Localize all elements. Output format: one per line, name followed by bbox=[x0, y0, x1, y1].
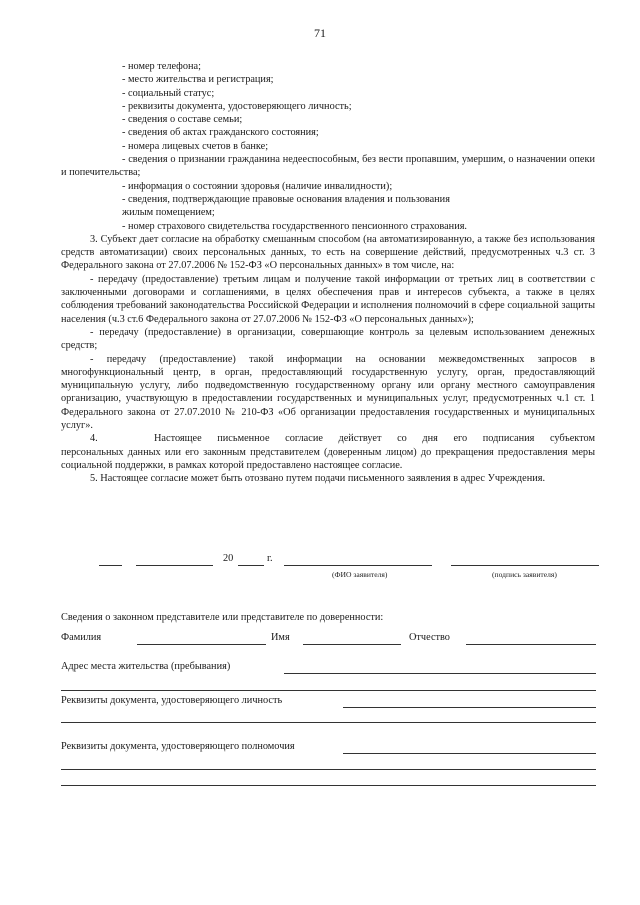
list-item: - сведения о составе семьи; bbox=[122, 114, 243, 126]
authority-document-field[interactable] bbox=[343, 753, 596, 754]
identity-document-field-continuation[interactable] bbox=[61, 722, 596, 723]
list-item: - сведения, подтверждающие правовые основания владения и пользования bbox=[122, 193, 450, 205]
first-name-field[interactable] bbox=[303, 644, 401, 645]
clause-4-first-line bbox=[61, 432, 595, 445]
list-item: - сведения об актах гражданского состояния; bbox=[122, 127, 319, 139]
clause-3: 3. Субъект дает согласие на обработку смешанным способом (на автоматизированную, а также без использования средств автоматизации) своих персональных данных, то есть на совершение действий, предусмотренных ч.3 ст. 3 Федерального закона от 27.07.2006 № 152-ФЗ «О персональных данных» в том числе, на: bbox=[61, 233, 595, 272]
list-item-continuation: жилым помещением; bbox=[122, 207, 215, 219]
list-item: - номера лицевых счетов в банке; bbox=[122, 140, 269, 152]
clause-4-number: 4. bbox=[90, 433, 98, 445]
list-item: - номер телефона; bbox=[122, 61, 201, 72]
year-blank[interactable] bbox=[238, 565, 264, 566]
authority-document-field-line-3[interactable] bbox=[61, 785, 596, 786]
identity-document-label: Реквизиты документа, удостоверяющего личность bbox=[61, 695, 283, 706]
clause-4-line-1: Настоящее письменное согласие действует со дня его подписания субъектом bbox=[154, 433, 595, 445]
patronymic-label: Отчество bbox=[409, 632, 450, 643]
address-label: Адрес места жительства (пребывания) bbox=[61, 661, 231, 672]
date-day-blank[interactable] bbox=[99, 565, 122, 566]
clause-4-rest: персональных данных или его законным представителем (доверенным лицом) до прекращения предоставления меры социальной поддержки, в рамках которой предоставлено настоящее согласие. bbox=[61, 446, 595, 471]
fio-caption: (ФИО заявителя) bbox=[332, 570, 388, 579]
page-number: 71 bbox=[314, 26, 326, 40]
clause-5: 5. Настоящее согласие может быть отозвано путем подачи письменного заявления в адрес Учреждения. bbox=[90, 473, 546, 485]
list-item: - сведения о признании гражданина недееспособным, без вести пропавшим, умершим, о назначении опеки и попечительства; bbox=[61, 154, 595, 179]
clause-3-item-1: - передачу (предоставление) третьим лицам и получение такой информации от третьих лиц в соответствии с заключенными договорами и соглашениями, в целях обеспечения прав и интересов субъекта, а также в целях соблюдения требований законодательства Российской Федерации и исполнения полномочий в сфере социальной защиты населения (ч.3 ст.6 Федерального закона от 27.07.2006 № 152-ФЗ «О персональных данных»); bbox=[61, 273, 595, 325]
clause-4 bbox=[61, 432, 595, 472]
clause-3-item-3: - передачу (предоставление) такой информации на основании межведомственных запросов в многофункциональный центр, в орган, предоставляющий государственную услугу, орган, предоставляющий муниципальную услугу, либо подведомственную государственному органу или органу местного самоуправления организацию, участвующую в предоставлении государственных и муниципальных услуг, предусмотренных ч.1 ст. 1 Федерального закона от 27.07.2010 № 210-ФЗ «Об организации предоставления государственных и муниципальных услуг». bbox=[61, 353, 595, 432]
address-field[interactable] bbox=[284, 673, 596, 674]
signature-caption: (подпись заявителя) bbox=[492, 570, 557, 579]
date-month-blank[interactable] bbox=[136, 565, 213, 566]
applicant-signature-blank[interactable] bbox=[451, 565, 599, 566]
identity-document-field[interactable] bbox=[343, 707, 596, 708]
first-name-label: Имя bbox=[271, 632, 290, 643]
list-item: - реквизиты документа, удостоверяющего личность; bbox=[122, 100, 352, 112]
consent-body bbox=[61, 60, 595, 486]
list-item: - место жительства и регистрация; bbox=[122, 74, 274, 86]
patronymic-field[interactable] bbox=[466, 644, 596, 645]
applicant-name-blank[interactable] bbox=[284, 565, 432, 566]
address-field-continuation[interactable] bbox=[61, 690, 596, 691]
list-item: - номер страхового свидетельства государственного пенсионного страхования. bbox=[122, 220, 468, 232]
authority-document-field-line-2[interactable] bbox=[61, 769, 596, 770]
surname-field[interactable] bbox=[137, 644, 266, 645]
year-suffix: г. bbox=[267, 553, 273, 564]
representative-section-title: Сведения о законном представителе или представителе по доверенности: bbox=[61, 612, 384, 623]
clause-3-item-2: - передачу (предоставление) в организации, совершающие контроль за целевым использованием денежных средств; bbox=[61, 326, 595, 352]
list-item: - социальный статус; bbox=[122, 87, 215, 99]
year-prefix: 20 bbox=[223, 553, 234, 564]
authority-document-label: Реквизиты документа, удостоверяющего полномочия bbox=[61, 741, 295, 752]
list-item: - информация о состоянии здоровья (наличие инвалидности); bbox=[122, 180, 393, 192]
surname-label: Фамилия bbox=[61, 632, 102, 643]
